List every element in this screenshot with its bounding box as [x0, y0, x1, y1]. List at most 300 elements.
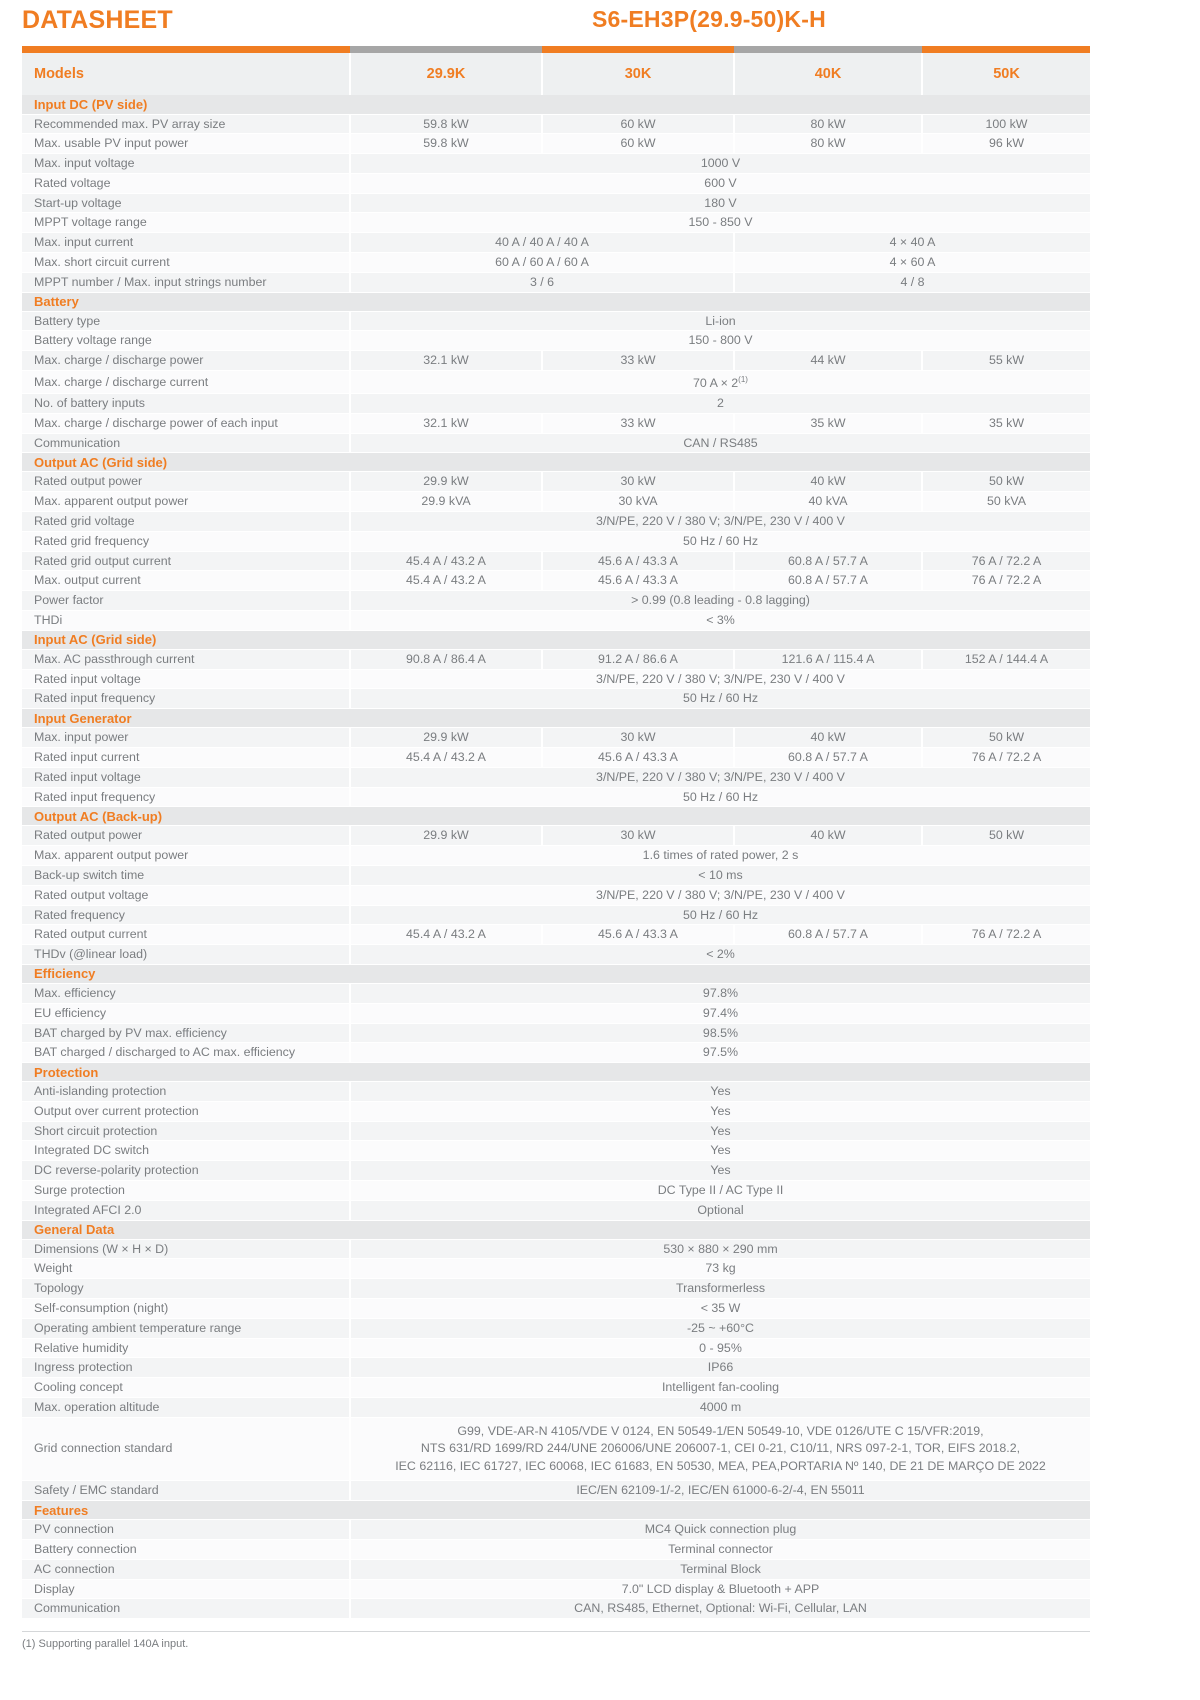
- accent-bar-segment-4: [922, 46, 1090, 53]
- cell-value-text: 530 × 880 × 290 mm: [663, 1241, 778, 1256]
- table-row: [22, 728, 1090, 748]
- cell-value-span: [350, 669, 1090, 689]
- table-row: [22, 865, 1090, 885]
- cell-value-text: IP66: [707, 1360, 734, 1375]
- cell-value-span: [350, 331, 1090, 351]
- cell-value-span: [350, 393, 1090, 413]
- cell-value: 40 kW: [734, 826, 922, 846]
- section-title: Input DC (PV side): [22, 95, 1090, 114]
- row-label: Communication: [22, 1599, 350, 1619]
- cell-value-text: 97.5%: [702, 1045, 739, 1060]
- cell-value: 59.8 kW: [350, 114, 542, 134]
- cell-value: 40 kW: [734, 472, 922, 492]
- cell-value-text: 50 Hz / 60 Hz: [682, 533, 759, 548]
- table-row: [22, 1358, 1090, 1378]
- row-label: AC connection: [22, 1559, 350, 1579]
- section-header-row: [22, 1501, 1090, 1520]
- cell-value-span: [350, 1358, 1090, 1378]
- table-row: [22, 1299, 1090, 1319]
- row-label: Integrated AFCI 2.0: [22, 1200, 350, 1220]
- table-row: [22, 233, 1090, 253]
- cell-value-text: 2: [717, 395, 724, 410]
- cell-value: 60 kW: [542, 114, 734, 134]
- cell-value-span: [350, 371, 1090, 394]
- table-row: [22, 154, 1090, 174]
- table-row: [22, 1082, 1090, 1102]
- cell-value-text: < 3%: [706, 612, 735, 627]
- table-row: [22, 885, 1090, 905]
- row-label: Power factor: [22, 591, 350, 611]
- cell-value-span: [350, 945, 1090, 965]
- cell-value-span: [350, 591, 1090, 611]
- cell-value-span: [350, 689, 1090, 709]
- cell-value: 76 A / 72.2 A: [922, 551, 1090, 571]
- cell-value-span: [350, 1520, 1090, 1540]
- cell-value: 45.4 A / 43.2 A: [350, 571, 542, 591]
- cell-value-text: 50 Hz / 60 Hz: [682, 907, 759, 922]
- row-label: Max. apparent output power: [22, 492, 350, 512]
- table-row: [22, 925, 1090, 945]
- table-row: [22, 1579, 1090, 1599]
- cell-value-span: [350, 1398, 1090, 1418]
- cell-value-text: 150 - 800 V: [688, 333, 753, 348]
- cell-value-text: 97.8%: [702, 985, 739, 1000]
- row-label: BAT charged / discharged to AC max. efficiency: [22, 1043, 350, 1063]
- cell-value: 29.9 kW: [350, 826, 542, 846]
- cell-value-text: Transformerless: [675, 1281, 766, 1296]
- cell-value-span: [350, 1043, 1090, 1063]
- table-row: [22, 472, 1090, 492]
- row-label: Rated output power: [22, 826, 350, 846]
- table-row: [22, 1259, 1090, 1279]
- row-label: Rated grid output current: [22, 551, 350, 571]
- row-label: THDv (@linear load): [22, 945, 350, 965]
- table-row: [22, 1161, 1090, 1181]
- row-label: MPPT number / Max. input strings number: [22, 272, 350, 292]
- cell-value-text: 50 Hz / 60 Hz: [682, 691, 759, 706]
- row-label: Weight: [22, 1259, 350, 1279]
- table-row: [22, 1599, 1090, 1619]
- page-title: DATASHEET: [22, 6, 173, 34]
- row-label: Recommended max. PV array size: [22, 114, 350, 134]
- section-title: General Data: [22, 1220, 1090, 1239]
- section-header-row: [22, 807, 1090, 826]
- row-label: Topology: [22, 1279, 350, 1299]
- section-header-row: [22, 709, 1090, 728]
- row-label: Rated output voltage: [22, 885, 350, 905]
- cell-value: 33 kW: [542, 413, 734, 433]
- spec-table-body: [22, 46, 1090, 1619]
- table-row: [22, 669, 1090, 689]
- cell-value-text: Li-ion: [705, 313, 736, 328]
- cell-value: 45.6 A / 43.3 A: [542, 747, 734, 767]
- model-title: S6-EH3P(29.9-50)K-H: [592, 6, 826, 32]
- table-row: [22, 610, 1090, 630]
- cell-value-text: -25 ~ +60°C: [687, 1320, 754, 1335]
- table-row: [22, 413, 1090, 433]
- cell-value-group: 60 A / 60 A / 60 A: [350, 253, 734, 273]
- cell-value-text: DC Type II / AC Type II: [657, 1183, 784, 1198]
- row-label: Ingress protection: [22, 1358, 350, 1378]
- row-label: Relative humidity: [22, 1338, 350, 1358]
- row-label: No. of battery inputs: [22, 393, 350, 413]
- cell-value-span: [350, 610, 1090, 630]
- cell-value: 80 kW: [734, 134, 922, 154]
- cell-value: 50 kW: [922, 826, 1090, 846]
- cell-value-span: [350, 865, 1090, 885]
- section-header-row: [22, 1220, 1090, 1239]
- cell-value-span: [350, 1161, 1090, 1181]
- row-label: Display: [22, 1579, 350, 1599]
- cell-value-span: [350, 905, 1090, 925]
- cell-value-text: 1.6 times of rated power, 2 s: [642, 848, 799, 863]
- cell-value: 45.4 A / 43.2 A: [350, 551, 542, 571]
- cell-value-text: < 35 W: [700, 1301, 741, 1316]
- cell-value-span: [350, 173, 1090, 193]
- column-header-models: Models: [22, 53, 350, 95]
- cell-value: 59.8 kW: [350, 134, 542, 154]
- section-title: Features: [22, 1501, 1090, 1520]
- cell-value-span: [350, 213, 1090, 233]
- cell-value: 30 kW: [542, 472, 734, 492]
- cell-value-span: [350, 311, 1090, 331]
- row-label: Max. input voltage: [22, 154, 350, 174]
- row-label: Integrated DC switch: [22, 1141, 350, 1161]
- cell-value-multiline: [350, 1417, 1090, 1481]
- cell-value: 60 kW: [542, 134, 734, 154]
- table-row: [22, 272, 1090, 292]
- cell-value-text: 3/N/PE, 220 V / 380 V; 3/N/PE, 230 V / 400 V: [596, 887, 845, 902]
- cell-value: 45.4 A / 43.2 A: [350, 747, 542, 767]
- table-row: [22, 1559, 1090, 1579]
- cell-value: 96 kW: [922, 134, 1090, 154]
- cell-value-text: 4000 m: [699, 1400, 742, 1415]
- cell-value-span: [350, 885, 1090, 905]
- table-row: [22, 787, 1090, 807]
- cell-value: 152 A / 144.4 A: [922, 649, 1090, 669]
- cell-value-text: Optional: [697, 1202, 744, 1217]
- row-label: Grid connection standard: [22, 1417, 350, 1481]
- section-title: Battery: [22, 292, 1090, 311]
- cell-value-span: [350, 1141, 1090, 1161]
- section-header-row: [22, 1063, 1090, 1082]
- row-label: EU efficiency: [22, 1003, 350, 1023]
- table-row: [22, 1338, 1090, 1358]
- cell-value-text: CAN, RS485, Ethernet, Optional: Wi-Fi, Cellular, LAN: [574, 1601, 867, 1616]
- row-label: Short circuit protection: [22, 1121, 350, 1141]
- cell-value-group: 40 A / 40 A / 40 A: [350, 233, 734, 253]
- row-label: Max. charge / discharge current: [22, 371, 350, 394]
- table-row: [22, 1398, 1090, 1418]
- header-accent-bar: [22, 46, 1090, 53]
- cell-value: 30 kW: [542, 826, 734, 846]
- cell-value: 90.8 A / 86.4 A: [350, 649, 542, 669]
- cell-value-text: 3/N/PE, 220 V / 380 V; 3/N/PE, 230 V / 400 V: [596, 671, 845, 686]
- table-row: [22, 492, 1090, 512]
- cell-value-span: [350, 1299, 1090, 1319]
- row-label: Self-consumption (night): [22, 1299, 350, 1319]
- cell-value-span: [350, 846, 1090, 866]
- cell-value-span: [350, 433, 1090, 453]
- row-label: Max. apparent output power: [22, 846, 350, 866]
- cell-value-text: IEC/EN 62109-1/-2, IEC/EN 61000-6-2/-4, EN 55011: [576, 1483, 865, 1498]
- cell-value: 50 kW: [922, 728, 1090, 748]
- table-row: [22, 193, 1090, 213]
- cell-value: 29.9 kW: [350, 728, 542, 748]
- row-label: Rated input current: [22, 747, 350, 767]
- cell-value-span: [350, 1599, 1090, 1619]
- row-label: Rated input voltage: [22, 767, 350, 787]
- cell-value-text: 180 V: [704, 195, 737, 210]
- table-row: [22, 1279, 1090, 1299]
- cell-value-span: [350, 1121, 1090, 1141]
- cell-value: 30 kVA: [542, 492, 734, 512]
- table-row: [22, 371, 1090, 394]
- cell-value-text: Yes: [710, 1143, 731, 1158]
- cell-value: 60.8 A / 57.7 A: [734, 925, 922, 945]
- cell-value: 60.8 A / 57.7 A: [734, 747, 922, 767]
- row-label: Max. usable PV input power: [22, 134, 350, 154]
- cell-value-span: [350, 1579, 1090, 1599]
- cell-value: 76 A / 72.2 A: [922, 571, 1090, 591]
- cell-value-span: [350, 511, 1090, 531]
- table-row: [22, 983, 1090, 1003]
- cell-value: 40 kVA: [734, 492, 922, 512]
- section-title: Input AC (Grid side): [22, 630, 1090, 649]
- cell-value-text: 70 A × 2: [693, 376, 739, 391]
- cell-value: 44 kW: [734, 351, 922, 371]
- table-row: [22, 905, 1090, 925]
- cell-value-span: [350, 1181, 1090, 1201]
- table-row: [22, 1101, 1090, 1121]
- cell-value: 60.8 A / 57.7 A: [734, 551, 922, 571]
- cell-value: 32.1 kW: [350, 413, 542, 433]
- section-title: Protection: [22, 1063, 1090, 1082]
- accent-bar-segment-0: [22, 46, 350, 53]
- cell-value-span: [350, 1481, 1090, 1501]
- table-row: [22, 1378, 1090, 1398]
- section-header-row: [22, 292, 1090, 311]
- specification-table: [22, 46, 1090, 1619]
- cell-value-span: [350, 983, 1090, 1003]
- table-row: [22, 213, 1090, 233]
- cell-value-span: [350, 154, 1090, 174]
- cell-value: 45.6 A / 43.3 A: [542, 925, 734, 945]
- row-label: Max. input current: [22, 233, 350, 253]
- row-label: Rated frequency: [22, 905, 350, 925]
- column-header-model-3: 50K: [922, 53, 1090, 95]
- cell-value-span: [350, 1003, 1090, 1023]
- row-label: Max. charge / discharge power of each input: [22, 413, 350, 433]
- row-label: Rated voltage: [22, 173, 350, 193]
- accent-bar-segment-2: [542, 46, 734, 53]
- row-label: Rated input frequency: [22, 689, 350, 709]
- table-row: [22, 134, 1090, 154]
- section-header-row: [22, 630, 1090, 649]
- cell-value: 100 kW: [922, 114, 1090, 134]
- row-label: Output over current protection: [22, 1101, 350, 1121]
- row-label: Rated input frequency: [22, 787, 350, 807]
- cell-value: 76 A / 72.2 A: [922, 747, 1090, 767]
- cell-value-text: < 10 ms: [698, 867, 743, 882]
- cell-value-group: 3 / 6: [350, 272, 734, 292]
- row-label: Rated grid frequency: [22, 531, 350, 551]
- cell-value-span: [350, 1338, 1090, 1358]
- row-label: MPPT voltage range: [22, 213, 350, 233]
- cell-value: 121.6 A / 115.4 A: [734, 649, 922, 669]
- row-label: Start-up voltage: [22, 193, 350, 213]
- table-header-row: [22, 53, 1090, 95]
- cell-value-span: [350, 1101, 1090, 1121]
- table-row: [22, 351, 1090, 371]
- title-row: [0, 0, 1200, 46]
- column-header-model-0: 29.9K: [350, 53, 542, 95]
- table-row: [22, 551, 1090, 571]
- row-label: Surge protection: [22, 1181, 350, 1201]
- cell-value: 35 kW: [922, 413, 1090, 433]
- table-row: [22, 591, 1090, 611]
- table-row: [22, 1481, 1090, 1501]
- cell-value-group: 4 / 8: [734, 272, 1090, 292]
- row-label: DC reverse-polarity protection: [22, 1161, 350, 1181]
- cell-value: 32.1 kW: [350, 351, 542, 371]
- table-row: [22, 747, 1090, 767]
- cell-value-text: Yes: [710, 1163, 731, 1178]
- footnote: (1) Supporting parallel 140A input.: [22, 1638, 189, 1651]
- cell-value-span: [350, 1539, 1090, 1559]
- row-label: Battery voltage range: [22, 331, 350, 351]
- section-header-row: [22, 453, 1090, 472]
- cell-value-text: CAN / RS485: [683, 435, 758, 450]
- cell-value-text: 150 - 850 V: [688, 215, 753, 230]
- row-label: Dimensions (W × H × D): [22, 1239, 350, 1259]
- row-label: Anti-islanding protection: [22, 1082, 350, 1102]
- cell-value-span: [350, 1082, 1090, 1102]
- row-label: Max. AC passthrough current: [22, 649, 350, 669]
- row-label: Rated output current: [22, 925, 350, 945]
- table-row: [22, 1239, 1090, 1259]
- cell-value-span: [350, 1279, 1090, 1299]
- spec-table-wrapper: [0, 46, 1200, 1619]
- cell-value-text: 3/N/PE, 220 V / 380 V; 3/N/PE, 230 V / 400 V: [596, 513, 845, 528]
- cell-value-text: 0 - 95%: [699, 1340, 742, 1355]
- cell-value-text: 98.5%: [702, 1025, 739, 1040]
- cell-value-span: [350, 767, 1090, 787]
- cell-value-text: 7.0" LCD display & Bluetooth + APP: [621, 1581, 820, 1596]
- column-header-model-1: 30K: [542, 53, 734, 95]
- row-label: Operating ambient temperature range: [22, 1318, 350, 1338]
- cell-value-text: < 2%: [706, 947, 735, 962]
- cell-value-line: NTS 631/RD 1699/RD 244/UNE 206006/UNE 206007-1, CEI 0-21, C10/11, NRS 097-2-1, TOR, EIFS 2018.2,: [420, 1441, 1021, 1456]
- row-label: Max. operation altitude: [22, 1398, 350, 1418]
- column-header-model-2: 40K: [734, 53, 922, 95]
- cell-value-span: [350, 1559, 1090, 1579]
- cell-value-text: Terminal connector: [668, 1541, 773, 1556]
- table-row: [22, 311, 1090, 331]
- footer-divider: [22, 1631, 1090, 1632]
- cell-value-text: Intelligent fan-cooling: [661, 1380, 780, 1395]
- cell-value-text: MC4 Quick connection plug: [644, 1522, 797, 1537]
- table-row: [22, 1200, 1090, 1220]
- table-row: [22, 1181, 1090, 1201]
- table-row: [22, 393, 1090, 413]
- table-row: [22, 1417, 1090, 1481]
- row-label: Cooling concept: [22, 1378, 350, 1398]
- table-row: [22, 1520, 1090, 1540]
- cell-value-text: Yes: [710, 1123, 731, 1138]
- cell-value-text: Yes: [710, 1103, 731, 1118]
- cell-value: 35 kW: [734, 413, 922, 433]
- cell-value-span: [350, 1200, 1090, 1220]
- table-row: [22, 531, 1090, 551]
- table-row: [22, 1539, 1090, 1559]
- cell-value: 55 kW: [922, 351, 1090, 371]
- cell-value-span: [350, 787, 1090, 807]
- table-row: [22, 331, 1090, 351]
- cell-value-span: [350, 531, 1090, 551]
- row-label: Back-up switch time: [22, 865, 350, 885]
- cell-value: 45.4 A / 43.2 A: [350, 925, 542, 945]
- row-label: Rated output power: [22, 472, 350, 492]
- row-label: Max. input power: [22, 728, 350, 748]
- table-row: [22, 689, 1090, 709]
- cell-value-text: 97.4%: [702, 1005, 739, 1020]
- section-title: Output AC (Grid side): [22, 453, 1090, 472]
- table-row: [22, 114, 1090, 134]
- row-label: THDi: [22, 610, 350, 630]
- table-row: [22, 433, 1090, 453]
- row-label: Rated input voltage: [22, 669, 350, 689]
- table-row: [22, 1023, 1090, 1043]
- table-row: [22, 649, 1090, 669]
- row-label: Battery type: [22, 311, 350, 331]
- table-row: [22, 1141, 1090, 1161]
- cell-value: 30 kW: [542, 728, 734, 748]
- table-row: [22, 253, 1090, 273]
- section-title: Input Generator: [22, 709, 1090, 728]
- cell-value-span: [350, 1318, 1090, 1338]
- row-label: PV connection: [22, 1520, 350, 1540]
- section-title: Output AC (Back-up): [22, 807, 1090, 826]
- cell-value: 45.6 A / 43.3 A: [542, 551, 734, 571]
- row-label: Max. short circuit current: [22, 253, 350, 273]
- cell-value: 29.9 kVA: [350, 492, 542, 512]
- cell-value-text: 73 kg: [705, 1261, 736, 1276]
- cell-value: 45.6 A / 43.3 A: [542, 571, 734, 591]
- section-title: Efficiency: [22, 964, 1090, 983]
- cell-value-line: IEC 62116, IEC 61727, IEC 60068, IEC 61683, EN 50530, MEA, PEA,PORTARIA Nº 140, DE 21 DE MARÇO DE 2022: [395, 1458, 1046, 1473]
- cell-value: 50 kW: [922, 472, 1090, 492]
- cell-value-group: 4 × 60 A: [734, 253, 1090, 273]
- cell-value-span: [350, 1239, 1090, 1259]
- section-header-row: [22, 95, 1090, 114]
- table-row: [22, 571, 1090, 591]
- cell-value-text: > 0.99 (0.8 leading - 0.8 lagging): [631, 593, 810, 608]
- cell-value-text: Terminal Block: [680, 1561, 761, 1576]
- cell-value-text: 1000 V: [700, 156, 741, 171]
- table-row: [22, 826, 1090, 846]
- row-label: Safety / EMC standard: [22, 1481, 350, 1501]
- cell-value-text: 3/N/PE, 220 V / 380 V; 3/N/PE, 230 V / 400 V: [596, 769, 845, 784]
- row-label: BAT charged by PV max. efficiency: [22, 1023, 350, 1043]
- cell-value: 60.8 A / 57.7 A: [734, 571, 922, 591]
- table-row: [22, 1318, 1090, 1338]
- cell-value-span: [350, 1023, 1090, 1043]
- cell-value-line: G99, VDE-AR-N 4105/VDE V 0124, EN 50549-1/EN 50549-10, VDE 0126/UTE C 15/VFR:2019,: [457, 1423, 984, 1438]
- table-row: [22, 1043, 1090, 1063]
- row-label: Max. efficiency: [22, 983, 350, 1003]
- cell-value-text: 50 Hz / 60 Hz: [682, 789, 759, 804]
